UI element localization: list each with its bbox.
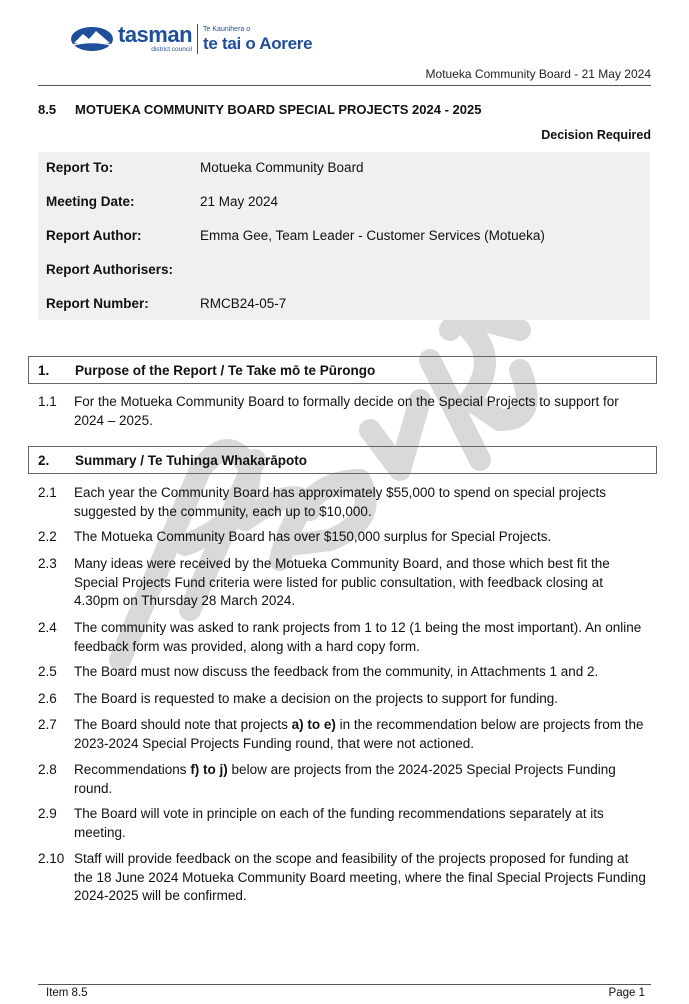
section-heading-summary bbox=[28, 446, 657, 474]
paragraph-number: 2.6 bbox=[38, 691, 57, 706]
info-key: Meeting Date: bbox=[46, 194, 135, 209]
header-rule bbox=[38, 85, 651, 86]
paragraph-number: 2.10 bbox=[38, 851, 65, 866]
paragraph bbox=[38, 528, 650, 547]
paragraph-text: Staff will provide feedback on the scope and feasibility of the projects proposed for funding at the 18 June 2024 Motueka Community Board meeting, where the final Special Projects Funding 2024-2025 will be confirmed. bbox=[74, 851, 646, 903]
paragraph-number: 2.2 bbox=[38, 529, 57, 544]
mountain-logo-icon bbox=[70, 26, 114, 52]
paragraph-number: 2.3 bbox=[38, 556, 57, 571]
info-key: Report Authorisers: bbox=[46, 262, 174, 277]
paragraph-number: 2.1 bbox=[38, 485, 57, 500]
info-row bbox=[46, 160, 364, 175]
info-key: Report To: bbox=[46, 160, 114, 175]
item-heading bbox=[38, 102, 481, 117]
paragraph bbox=[38, 716, 650, 753]
paragraph bbox=[38, 663, 650, 682]
paragraph bbox=[38, 619, 650, 656]
paragraph bbox=[38, 761, 650, 798]
paragraph-number: 1.1 bbox=[38, 394, 57, 409]
paragraph-text-bold: f) to j) bbox=[190, 762, 228, 777]
item-number: 8.5 bbox=[38, 102, 57, 117]
paragraph bbox=[38, 484, 650, 521]
info-key: Report Number: bbox=[46, 296, 149, 311]
info-row bbox=[46, 228, 545, 243]
paragraph-text: For the Motueka Community Board to formally decide on the Special Projects to support for 2024 – 2025. bbox=[74, 394, 619, 428]
paragraph bbox=[38, 690, 650, 709]
info-row bbox=[46, 296, 286, 311]
paragraph-text: The Board will vote in principle on each of the funding recommendations separately at its meeting. bbox=[74, 806, 604, 840]
paragraph bbox=[38, 555, 650, 611]
item-title: MOTUEKA COMMUNITY BOARD SPECIAL PROJECTS 2024 - 2025 bbox=[75, 102, 482, 117]
paragraph-text: The Motueka Community Board has over $150,000 surplus for Special Projects. bbox=[74, 529, 552, 544]
logo-maori-small: Te Kaunihera o bbox=[203, 26, 251, 33]
paragraph-text-pre: Recommendations bbox=[74, 762, 191, 777]
logo-divider bbox=[197, 24, 198, 54]
paragraph-text: Each year the Community Board has approximately $55,000 to spend on special projects suggested by the community, each up to $10,000. bbox=[74, 485, 607, 519]
paragraph-text-bold: a) to e) bbox=[291, 717, 336, 732]
running-head: Motueka Community Board - 21 May 2024 bbox=[425, 67, 651, 81]
logo-maori-big: te tai o Aorere bbox=[203, 34, 313, 53]
info-value: 21 May 2024 bbox=[200, 194, 279, 209]
info-value: RMCB24-05-7 bbox=[200, 296, 287, 311]
paragraph-number: 2.5 bbox=[38, 664, 57, 679]
paragraph bbox=[38, 805, 650, 842]
section-title: Summary / Te Tuhinga Whakarāpoto bbox=[75, 452, 308, 468]
logo-sub: district council bbox=[151, 46, 193, 54]
paragraph-number: 2.8 bbox=[38, 762, 57, 777]
info-row bbox=[46, 194, 278, 209]
logo-name: tasman bbox=[118, 22, 193, 48]
paragraph-text bbox=[74, 716, 650, 753]
info-value: Emma Gee, Team Leader - Customer Services (Motueka) bbox=[200, 228, 545, 243]
footer-rule bbox=[38, 984, 651, 985]
section-heading-purpose bbox=[28, 356, 657, 384]
paragraph-text: The Board is requested to make a decision on the projects to support for funding. bbox=[74, 691, 559, 706]
paragraph-number: 2.9 bbox=[38, 806, 57, 821]
paragraph-text bbox=[74, 761, 650, 798]
report-info-table bbox=[38, 152, 650, 320]
tasman-logo bbox=[70, 20, 312, 58]
paragraph-text: The Board must now discuss the feedback from the community, in Attachments 1 and 2. bbox=[74, 664, 599, 679]
section-number: 1. bbox=[38, 362, 50, 378]
paragraph bbox=[38, 850, 650, 906]
info-row bbox=[46, 262, 200, 277]
info-key: Report Author: bbox=[46, 228, 142, 243]
paragraph-text-post: in the recommendation below are projects from the 2023-2024 Special Projects Funding round, that were not actioned. bbox=[74, 717, 644, 751]
paragraph-text: The community was asked to rank projects from 1 to 12 (1 being the most important). An online feedback form was provided, along with a hard copy form. bbox=[74, 620, 642, 654]
section-title: Purpose of the Report / Te Take mō te Pūrongo bbox=[75, 362, 376, 378]
footer-page: Page 1 bbox=[608, 987, 645, 999]
footer-item: Item 8.5 bbox=[46, 987, 88, 999]
paragraph-number: 2.4 bbox=[38, 620, 57, 635]
info-value: Motueka Community Board bbox=[200, 160, 364, 175]
paragraph-text-pre: The Board should note that projects bbox=[74, 717, 292, 732]
paragraph-text-post: below are projects from the 2024-2025 Special Projects Funding round. bbox=[74, 762, 616, 796]
paragraph-number: 2.7 bbox=[38, 717, 57, 732]
section-number: 2. bbox=[38, 452, 50, 468]
paragraph bbox=[38, 393, 650, 430]
decision-required: Decision Required bbox=[541, 128, 651, 142]
paragraph-text: Many ideas were received by the Motueka Community Board, and those which best fit the Special Projects Fund criteria were listed for public consultation, with feedback closing at 4.30pm on Thursday 28 March 2024. bbox=[74, 556, 610, 608]
